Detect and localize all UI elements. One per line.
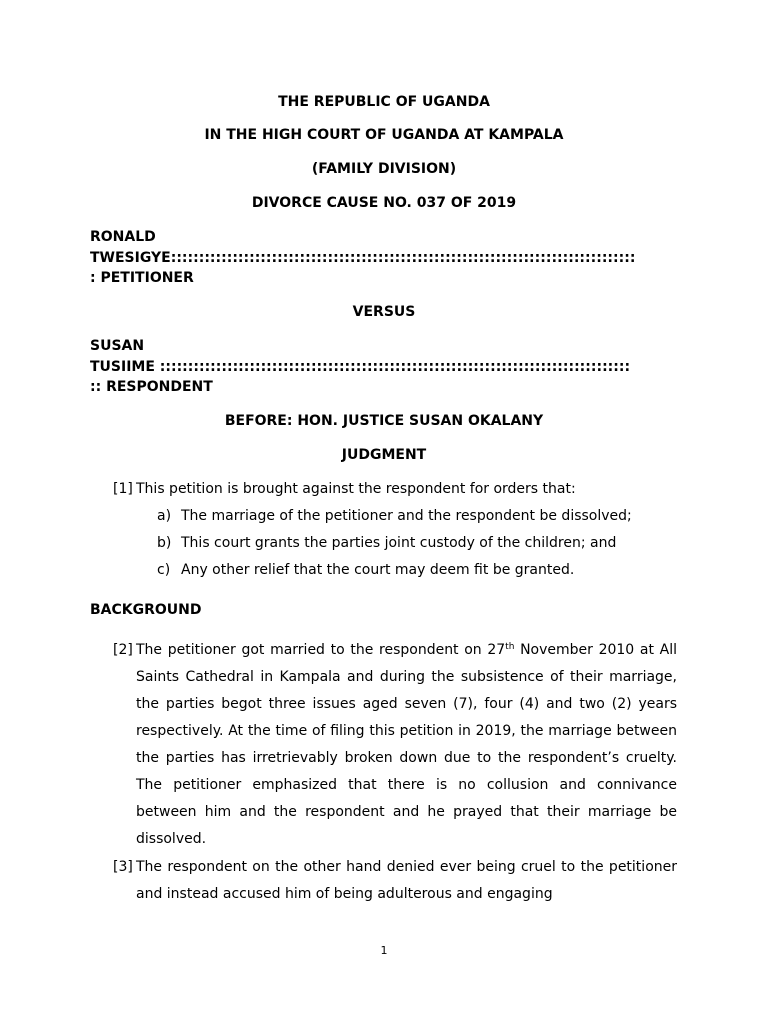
order-label: c) [157,562,171,578]
petitioner-role: : PETITIONER [90,270,194,286]
paragraph-2-text-start: The petitioner got married to the respondent on 27 [136,642,506,658]
order-text: Any other relief that the court may deem fit be granted. [181,562,575,578]
paragraph-3-text: The respondent on the other hand denied ever being cruel to the petitioner and instead accused him of being adulterous and engaging [136,859,677,902]
page-number: 1 [380,944,388,957]
order-label: a) [157,508,172,524]
division-heading: (FAMILY DIVISION) [311,161,457,177]
order-text: The marriage of the petitioner and the respondent be dissolved; [181,508,632,524]
order-item [157,503,677,530]
judgment-heading: JUDGMENT [341,447,427,463]
versus-label: VERSUS [352,304,416,320]
case-number-heading: DIVORCE CAUSE NO. 037 OF 2019 [251,195,517,211]
orders-list [157,503,677,584]
paragraph-1-text: This petition is brought against the respondent for orders that: [136,481,576,497]
order-label: b) [157,535,172,551]
paragraph-number-2: [2] [113,642,133,658]
order-item [157,557,677,584]
judge-line: BEFORE: HON. JUSTICE SUSAN OKALANY [224,413,544,429]
order-item [157,530,677,557]
ordinal-suffix: th [505,642,515,652]
respondent-dots-line: TUSIIME :::::::::::::::::::::::::::::::::::::::::::::::::::::::::::::::::::::::::::::::::::: [90,358,631,375]
respondent-block [90,336,678,398]
order-text: This court grants the parties joint custody of the children; and [181,535,617,551]
paragraph-2-text [136,637,677,853]
petitioner-dots-line: TWESIGYE::::::::::::::::::::::::::::::::::::::::::::::::::::::::::::::::::::::::::::::::::: [90,249,636,266]
background-heading: BACKGROUND [90,602,202,618]
paragraph-number-3: [3] [113,859,133,875]
respondent-role: :: RESPONDENT [90,379,213,395]
court-heading: IN THE HIGH COURT OF UGANDA AT KAMPALA [204,127,564,143]
paragraph-number-1: [1] [113,481,133,497]
paragraph-2-text-rest: November 2010 at All Saints Cathedral in Kampala and during the subsistence of their marriage, the parties begot three issues aged seven (7), four (4) and two (2) years respectively. At the time of filing this petition in 2019, the marriage between the parties has irretrievably broken down due to the respondent’s cruelty. The petitioner emphasized that there is no collusion and connivance between him and the respondent and he prayed that their marriage be dissolved. [136,642,677,847]
petitioner-name-line: RONALD [90,229,156,245]
republic-heading: THE REPUBLIC OF UGANDA [278,94,490,110]
respondent-name-line: SUSAN [90,338,145,354]
petitioner-block [90,227,678,289]
